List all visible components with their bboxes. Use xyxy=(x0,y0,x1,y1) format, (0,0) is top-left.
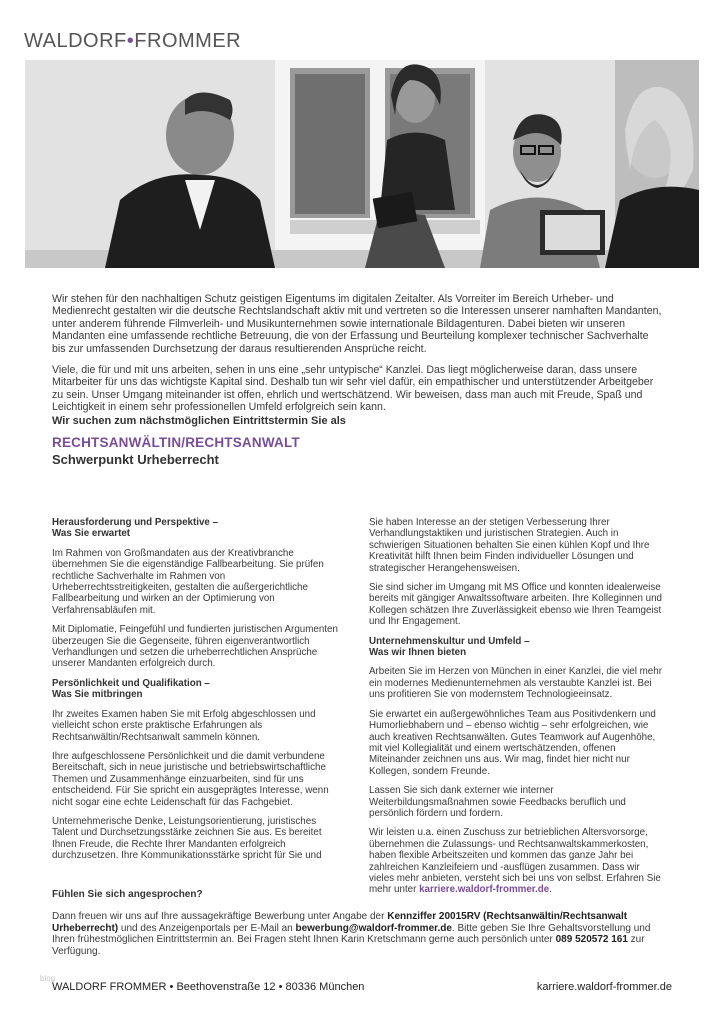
footer-company: WALDORF FROMMER xyxy=(52,981,167,993)
company-logo xyxy=(24,30,241,53)
job-title: RECHTSANWÄLTIN/RECHTSANWALT xyxy=(52,435,300,450)
right-column xyxy=(369,517,664,904)
left-column xyxy=(52,517,342,870)
logo-word-left: WALDORF xyxy=(24,30,127,52)
paragraph: Sie erwartet ein außergewöhnliches Team aus Positivdenkern und Humorliebhabern und – ebenso wichtig – sehr erfolgreichen, wie auch kreativen Rechtsanwälten. Gutes Teamwork auf Augenhöhe, mit viel Kollegialität und einem wertschätzenden, offenen Miteinander zeichnen uns aus. Wir mag, findet hier nicht nur Kollegen, sondern Freunde. xyxy=(369,708,656,777)
intro-text xyxy=(52,293,664,423)
footer-address: WALDORF FROMMER • Beethovenstraße 12 • 80336 München xyxy=(52,981,365,993)
watermark: blog xyxy=(40,974,56,983)
intro-paragraph: Wir stehen für den nachhaltigen Schutz geistigen Eigentums im digitalen Zeitalter. Als Vorreiter im Bereich Urheber- und Medienrecht gestalten wir die deutsche Rechtslandschaft aktiv mit und vertreten so die Interessen unserer namhaften Mandanten, unter anderem führende Filmverleih- und Musikunternehmen sowie internationale Bildagenturen. Dabei bieten wir unseren Mandanten eine umfassende rechtliche Betreuung, die von der Erfassung und Beurteilung komplexer technischer Sachverhalte bis zur umfassenden Durchsetzung der daraus resultierenden Ansprüche reicht. xyxy=(52,293,662,355)
job-subtitle: Schwerpunkt Urheberrecht xyxy=(52,452,219,467)
paragraph: Ihre aufgeschlossene Persönlichkeit und die damit verbundene Bereitschaft, sich in neue juristische und betriebswirtschaftliche Themen und Zusammenhänge einzuarbeiten, sind für uns entscheidend. Für Sie spricht ein ausgeprägtes Interesse, wenn nicht sogar eine echte Leidenschaft für das Fachgebiet. xyxy=(52,750,329,808)
footer-website-link[interactable]: karriere.waldorf-frommer.de xyxy=(536,981,672,993)
section-heading: Unternehmenskultur und Umfeld – Was wir Ihnen bieten xyxy=(369,635,530,659)
career-link[interactable]: karriere.waldorf-frommer.de xyxy=(419,884,550,896)
logo-word-right: FROMMER xyxy=(134,30,242,52)
paragraph: Lassen Sie sich dank externer wie interner Weiterbildungsmaßnahmen sowie Feedbacks beruflich und persönlich fördern und fordern. xyxy=(369,785,626,819)
intro-paragraph: Viele, die für und mit uns arbeiten, sehen in uns eine „sehr untypische“ Kanzlei. Das liegt möglicherweise daran, dass unsere Mitarbeiter für uns das wichtigste Kapital sind. Deshalb tun wir sehr viel dafür, ein empathischer und unterstützender Arbeitgeber zu sein. Unser Umgang miteinander ist offen, ehrlich und wertschätzend. Wir beweisen, dass man auch mit Freude, Spaß und Leichtigkeit in einem sehr professionellen Umfeld erfolgreich sein kann. xyxy=(52,364,654,414)
paragraph: Sie haben Interesse an der stetigen Verbesserung Ihrer Verhandlungstaktiken und juristischen Strategien. Auch in schwierigen Situationen behalten Sie einen kühlen Kopf und Ihre Kreativität hilft Ihnen beim Finden individueller Lösungen und strategischer Herangehensweisen. xyxy=(369,517,650,574)
paragraph: Arbeiten Sie im Herzen von München in einer Kanzlei, die viel mehr ein modernes Medienunternehmen als verstaubte Kanzlei ist. Bei uns profitieren Sie von modernstem Technologieeinsatz. xyxy=(369,666,662,701)
footer-city: 80336 München xyxy=(285,981,365,993)
call-to-action-text: Dann freuen wir uns auf Ihre aussagekräftige Bewerbung unter Angabe der Kennziffer 20015RV (Rechtsanwältin/Rechtsanwalt Urheberrecht) und des Anzeigenportals per E-Mail an bewerbung@waldorf-frommer.de. Bitte geben Sie Ihre Gehaltsvorstellung und Ihren frühestmöglichen Eintrittstermin an. Bei Fragen steht Ihnen Karin Kretschmann gerne auch persönlich unter 089 520572 161 zur Verfügung. xyxy=(52,911,651,957)
footer-street: Beethovenstraße 12 xyxy=(176,981,276,993)
call-heading: Fühlen Sie sich angesprochen? xyxy=(52,889,203,900)
hero-photo xyxy=(25,60,699,268)
seek-line: Wir suchen zum nächstmöglichen Eintrittstermin Sie als xyxy=(52,415,346,427)
paragraph: Mit Diplomatie, Feingefühl und fundierten juristischen Argumenten überzeugen Sie die Gegenseite, führen eigenverantwortlich Verhandlungen und setzen die urheberrechtlichen Ansprüche unserer Mandanten erfolgreich durch. xyxy=(52,624,338,670)
paragraph: Ihr zweites Examen haben Sie mit Erfolg abgeschlossen und vielleicht schon erste praktische Erfahrungen als Rechtsanwältin/Rechtsanwalt sammeln können. xyxy=(52,708,316,743)
application-email[interactable]: bewerbung@waldorf-frommer.de xyxy=(295,922,452,934)
reference-number: Kennziffer 20015RV (Rechtsanwältin/Rechtsanwalt Urheberrecht) xyxy=(52,911,628,934)
section-heading: Herausforderung und Perspektive – Was Sie erwartet xyxy=(52,517,219,540)
contact-phone: 089 520572 161 xyxy=(555,934,628,946)
section-heading: Persönlichkeit und Qualifikation – Was Sie mitbringen xyxy=(52,677,210,701)
paragraph: Unternehmerische Denke, Leistungsorientierung, juristisches Talent und Durchsetzungsstärke zeichnen Sie aus. Es bereitet Ihnen Freude, die Rechte Ihrer Mandanten erfolgreich durchzusetzen. Ihre Kommunikationsstärke spricht für Sie und xyxy=(52,815,322,862)
logo-dot: • xyxy=(126,30,135,52)
team-meeting-photo xyxy=(25,60,699,268)
paragraph: Wir leisten u.a. einen Zuschuss zur betrieblichen Altersvorsorge, übernehmen die Zulassungs- und Rechtsanwaltskammerkosten, haben flexible Arbeitszeiten und kommen das ganze Jahr bei zahlreichen Kanzleifeiern und -ausflügen zusammen. Dass wir vieles mehr anbieten, versteht sich bei uns von selbst. Erfahren Sie mehr unter karriere.waldorf-frommer.de. xyxy=(369,827,661,896)
paragraph: Sie sind sicher im Umgang mit MS Office und konnten idealerweise bereits mit gängiger Anwaltssoftware arbeiten. Ihre Kolleginnen und Kollegen schätzen Ihre Zuverlässigkeit ebenso wie Ihren Teamgeist und Ihr Engagement. xyxy=(369,582,662,628)
paragraph: Im Rahmen von Großmandaten aus der Kreativbranche übernehmen Sie die eigenständige Fallbearbeitung. Sie prüfen rechtliche Sachverhalte im Rahmen von Urheberrechtsstreitigkeiten, gestalten die außergerichtliche Fallbearbeitung und wirken an der Optimierung von Verfahrensabläufen mit. xyxy=(52,547,324,616)
